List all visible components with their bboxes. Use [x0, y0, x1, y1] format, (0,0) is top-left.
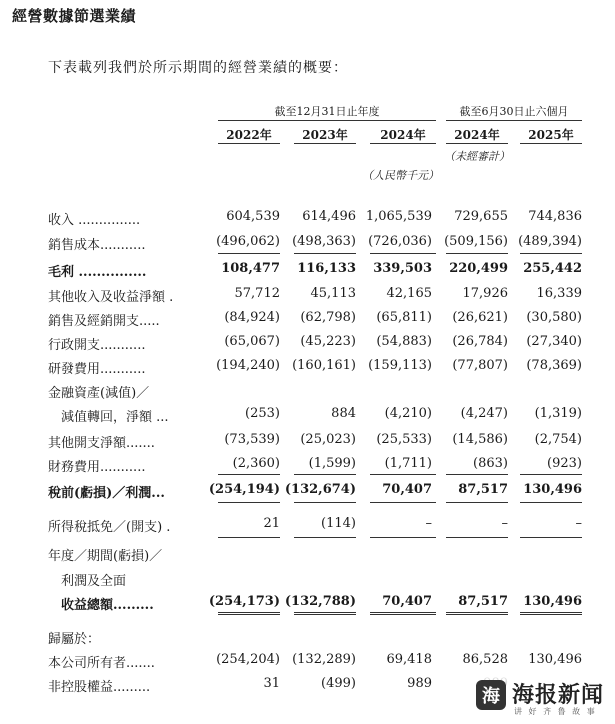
- table-cell: (1,711): [384, 456, 432, 471]
- table-rule: [446, 253, 508, 254]
- table-cell: (2,754): [534, 432, 582, 447]
- table-cell: (84,924): [224, 310, 280, 325]
- table-cell: (114): [321, 516, 356, 531]
- table-cell: 130,496: [523, 594, 582, 609]
- table-cell: 86,528: [462, 652, 508, 667]
- table-cell: 87,517: [458, 594, 508, 609]
- row-label: 減值轉回，淨額 ...: [48, 410, 169, 425]
- table-cell: (159,113): [368, 358, 432, 373]
- table-rule: [294, 612, 356, 615]
- table-rule: [218, 612, 280, 615]
- table-cell: (25,023): [300, 432, 356, 447]
- watermark-logo-icon: 海: [476, 680, 506, 710]
- table-cell: (254,194): [208, 482, 280, 497]
- table-cell: (54,883): [376, 334, 432, 349]
- table-rule: [446, 502, 508, 503]
- currency-note: （人民幣千元）: [362, 169, 439, 182]
- table-cell: (496,062): [216, 234, 280, 249]
- table-cell: 1,065,539: [365, 209, 432, 224]
- row-label: 所得稅抵免／(開支) .: [48, 520, 171, 535]
- year-line-2024-h1: [446, 143, 508, 144]
- table-rule: [520, 612, 582, 615]
- table-rule: [218, 253, 280, 254]
- row-label: 收益總額.........: [48, 598, 154, 613]
- watermark: [470, 672, 615, 724]
- table-cell: (1,319): [534, 406, 582, 421]
- row-label: 銷售及經銷開支.....: [48, 314, 160, 329]
- table-rule: [446, 474, 508, 475]
- table-rule: [370, 474, 436, 475]
- row-label: 年度／期間(虧損)／: [48, 549, 163, 564]
- year-line-2023: [294, 143, 356, 144]
- table-rule: [218, 502, 280, 503]
- table-cell: 604,539: [226, 209, 280, 224]
- row-label: 其他開支淨額.......: [48, 436, 155, 451]
- unaudited-note: （未經審計）: [444, 150, 510, 163]
- row-label: 本公司所有者.......: [48, 656, 155, 671]
- year-line-2022: [218, 143, 280, 144]
- group-header-interim-line: [446, 120, 582, 121]
- table-cell: (499): [321, 676, 356, 691]
- table-rule: [520, 253, 582, 254]
- table-cell: 87,517: [458, 482, 508, 497]
- table-rule: [520, 537, 582, 538]
- year-header-2022: 2022年: [226, 128, 272, 142]
- row-label: 收入 ...............: [48, 213, 141, 228]
- table-rule: [370, 612, 436, 615]
- table-cell: (62,798): [300, 310, 356, 325]
- table-cell: 45,113: [310, 286, 356, 301]
- table-cell: 70,407: [382, 594, 432, 609]
- group-header-annual: 截至12月31日止年度: [274, 105, 380, 118]
- table-cell: (132,788): [284, 594, 356, 609]
- table-rule: [446, 537, 508, 538]
- table-cell: (863): [473, 456, 508, 471]
- table-rule: [218, 474, 280, 475]
- intro-text: 下表載列我們於所示期間的經營業績的概要：: [48, 60, 348, 76]
- row-label: 銷售成本...........: [48, 238, 146, 253]
- table-cell: (27,340): [526, 334, 582, 349]
- table-cell: (489,394): [518, 234, 582, 249]
- table-cell: (77,807): [452, 358, 508, 373]
- table-cell: (132,289): [292, 652, 356, 667]
- table-cell: 614,496: [302, 209, 356, 224]
- table-cell: (26,784): [452, 334, 508, 349]
- table-cell: (253): [245, 406, 280, 421]
- table-cell: (78,369): [526, 358, 582, 373]
- table-rule: [294, 253, 356, 254]
- table-cell: (4,247): [460, 406, 508, 421]
- table-cell: 116,133: [297, 261, 356, 276]
- table-rule: [294, 537, 356, 538]
- table-cell: (30,580): [526, 310, 582, 325]
- table-cell: (1,599): [308, 456, 356, 471]
- table-cell: 989: [407, 676, 432, 691]
- table-cell: (25,533): [376, 432, 432, 447]
- table-cell: (509,156): [444, 234, 508, 249]
- table-cell: (65,811): [376, 310, 432, 325]
- table-cell: (2,360): [232, 456, 280, 471]
- table-cell: –: [575, 516, 582, 531]
- table-cell: 255,442: [523, 261, 582, 276]
- row-label: 行政開支...........: [48, 338, 146, 353]
- group-header-annual-line: [218, 120, 436, 121]
- table-cell: 17,926: [462, 286, 508, 301]
- table-rule: [370, 502, 436, 503]
- table-cell: (498,363): [292, 234, 356, 249]
- table-rule: [520, 474, 582, 475]
- year-line-2024: [370, 143, 436, 144]
- table-cell: 31: [263, 676, 280, 691]
- table-cell: (726,036): [368, 234, 432, 249]
- watermark-subtext: 讲 好 齐 鲁 故 事: [514, 707, 597, 716]
- table-rule: [294, 474, 356, 475]
- row-label: 稅前(虧損)／利潤...: [48, 486, 165, 501]
- row-label: 財務費用...........: [48, 460, 146, 475]
- table-cell: (194,240): [216, 358, 280, 373]
- row-label: 其他收入及收益淨額 .: [48, 290, 174, 305]
- table-cell: 21: [263, 516, 280, 531]
- table-cell: 42,165: [386, 286, 432, 301]
- row-label: 歸屬於：: [48, 632, 101, 647]
- table-cell: (45,223): [300, 334, 356, 349]
- table-cell: 130,496: [528, 652, 582, 667]
- table-cell: (14,586): [452, 432, 508, 447]
- group-header-interim: 截至6月30日止六個月: [459, 105, 569, 118]
- row-label: 利潤及全面: [48, 574, 127, 589]
- table-cell: 57,712: [234, 286, 280, 301]
- row-label: 金融資產(減值)／: [48, 386, 150, 401]
- table-rule: [294, 502, 356, 503]
- table-cell: 744,836: [528, 209, 582, 224]
- table-cell: –: [501, 516, 508, 531]
- table-cell: (73,539): [224, 432, 280, 447]
- table-cell: –: [425, 516, 432, 531]
- table-cell: (160,161): [292, 358, 356, 373]
- table-cell: 70,407: [382, 482, 432, 497]
- table-cell: (923): [547, 456, 582, 471]
- watermark-text: 海报新闻: [512, 683, 605, 708]
- table-rule: [218, 537, 280, 538]
- year-header-2025-h1: 2025年: [528, 128, 574, 142]
- table-cell: 884: [331, 406, 356, 421]
- table-cell: (254,173): [208, 594, 280, 609]
- table-cell: (132,674): [284, 482, 356, 497]
- table-cell: (254,204): [216, 652, 280, 667]
- table-rule: [446, 612, 508, 615]
- table-cell: (26,621): [452, 310, 508, 325]
- table-cell: 16,339: [536, 286, 582, 301]
- table-cell: 339,503: [373, 261, 432, 276]
- row-label: 非控股權益.........: [48, 680, 151, 695]
- year-line-2025-h1: [520, 143, 582, 144]
- table-cell: 220,499: [449, 261, 508, 276]
- year-header-2024-h1: 2024年: [454, 128, 500, 142]
- table-cell: 729,655: [454, 209, 508, 224]
- table-cell: 69,418: [386, 652, 432, 667]
- table-rule: [520, 502, 582, 503]
- table-cell: (65,067): [224, 334, 280, 349]
- table-rule: [370, 537, 436, 538]
- table-rule: [370, 253, 436, 254]
- table-cell: 108,477: [221, 261, 280, 276]
- year-header-2023: 2023年: [302, 128, 348, 142]
- table-cell: (4,210): [384, 406, 432, 421]
- section-title: 經營數據節選業績: [12, 7, 137, 25]
- row-label: 毛利 ...............: [48, 265, 147, 280]
- year-header-2024: 2024年: [380, 128, 426, 142]
- row-label: 研發費用...........: [48, 362, 146, 377]
- table-cell: 130,496: [523, 482, 582, 497]
